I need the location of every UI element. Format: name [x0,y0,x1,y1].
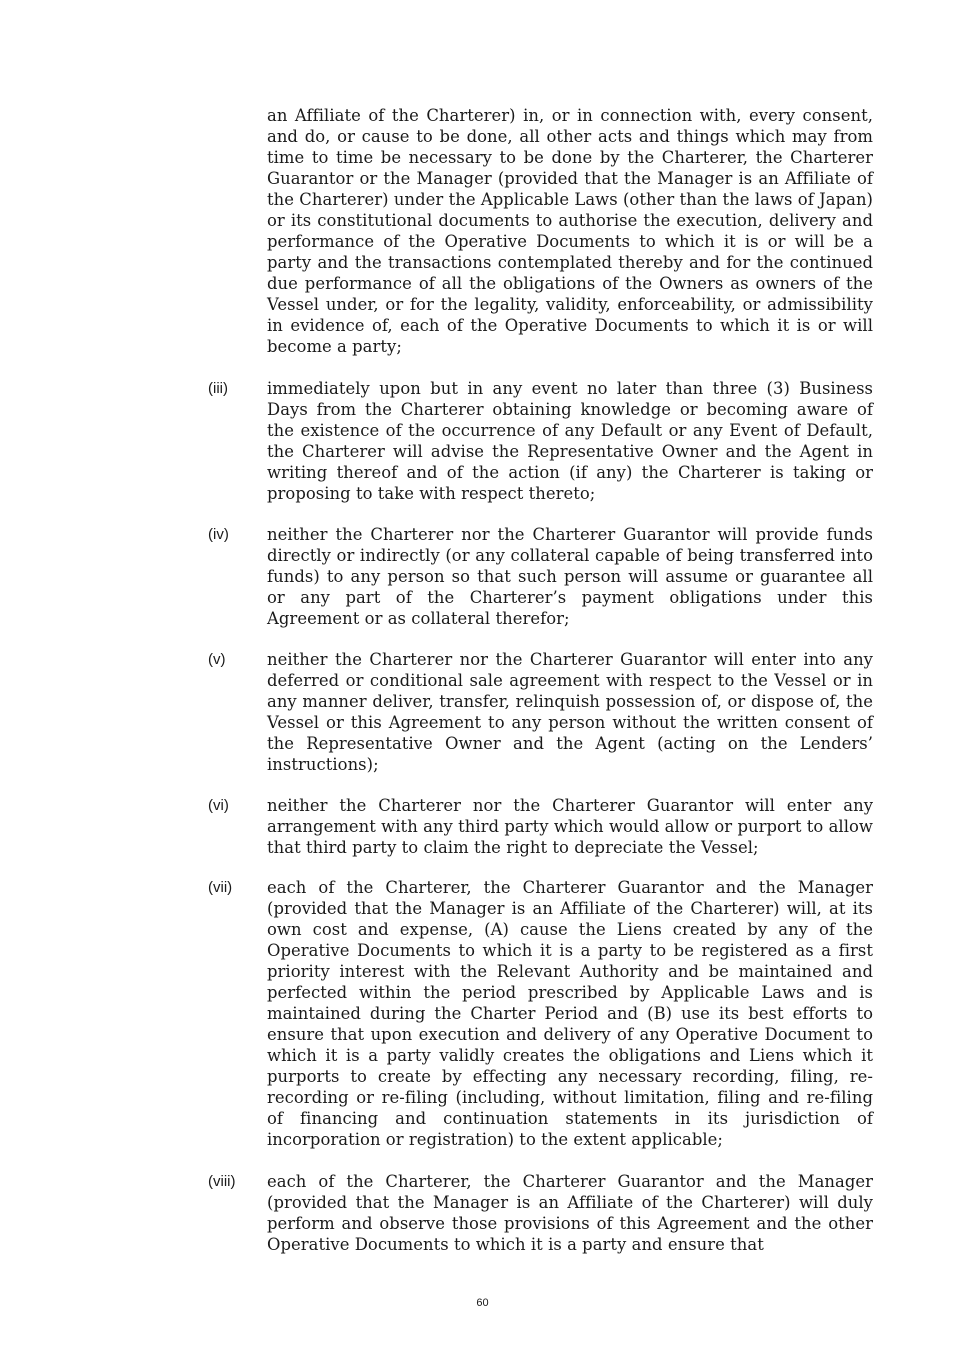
clause-text: each of the Charterer, the Charterer Guarantor and the Manager (provided that the Manager is an Affiliate of the Charterer) will duly perform and observe those provisions of this Agreement and the other Operative Documents to which it is a party and ensure that [267,1172,873,1254]
clause-text: neither the Charterer nor the Charterer Guarantor will enter any arrangement with any third party which would allow or purport to allow that third party to claim the right to depreciate the Vessel; [267,796,873,857]
clause-number: (vii) [208,879,233,896]
continuation-paragraph: an Affiliate of the Charterer) in, or in connection with, every consent, and do, or cause to be done, all other acts and things which may from time to time be necessary to be done by the Charterer, the Charterer Guarantor or the Manager (provided that the Manager is an Affiliate of the Charterer) under the Applicable Laws (other than the laws of Japan) or its constitutional documents to authorise the execution, delivery and performance of the Operative Documents to which it is or will be a party and the transactions contemplated thereby and for the continued due performance of all the obligations of the Owners as owners of the Vessel under, or for the legality, validity, enforceability, or admissibility in evidence of, each of the Operative Documents to which it is or will become a party; [267,106,873,356]
clause-number: (viii) [208,1173,236,1190]
clause-number: (iii) [208,380,228,397]
clause-number: (vi) [208,797,229,814]
clause-number: (v) [208,651,226,668]
clause-text: neither the Charterer nor the Charterer Guarantor will provide funds directly or indirectly (or any collateral capable of being transferred into funds) to any person so that such person will assume or guarantee all or any part of the Charterer’s payment obligations under this Agreement or as collateral therefor; [267,525,873,628]
clause-text: neither the Charterer nor the Charterer Guarantor will enter into any deferred or conditional sale agreement with respect to the Vessel or in any manner deliver, transfer, relinquish possession of, or dispose of, the Vessel or this Agreement to any person without the written consent of the Representative Owner and the Agent (acting on the Lenders’ instructions); [267,650,873,774]
clause-text: each of the Charterer, the Charterer Guarantor and the Manager (provided that the Manager is an Affiliate of the Charterer) will, at its own cost and expense, (A) cause the Liens created by any of the Operative Documents to which it is a party to be registered as a first priority interest with the Relevant Authority and be maintained and perfected within the period prescribed by Applicable Laws and is maintained during the Charter Period and (B) use its best efforts to ensure that upon execution and delivery of any Operative Document to which it is a party validly creates the obligations and Liens which it purports to create by effecting any necessary recording, filing, re-recording or re-filing (including, without limitation, filing and re-filing of financing and continuation statements in its jurisdiction of incorporation or registration) to the extent applicable; [267,878,873,1149]
page-number: 60 [476,1297,489,1309]
clause-number: (iv) [208,526,229,543]
clause-text: immediately upon but in any event no later than three (3) Business Days from the Charterer obtaining knowledge or becoming aware of the existence of the occurrence of any Default or any Event of Default, the Charterer will advise the Representative Owner and the Agent in writing thereof and of the action (if any) the Charterer is taking or proposing to take with respect thereto; [267,379,873,503]
